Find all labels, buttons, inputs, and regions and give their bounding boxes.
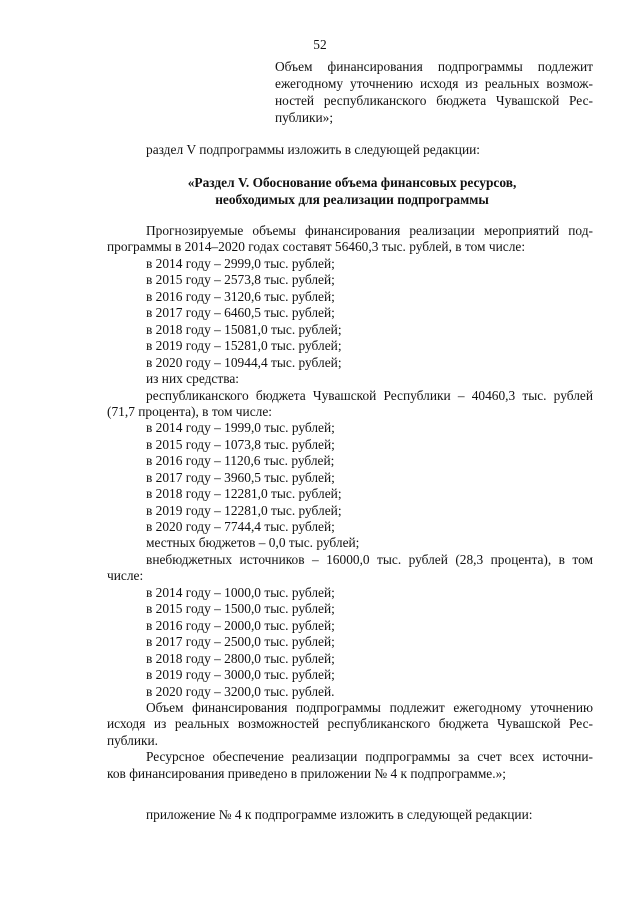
republic-year-2018: в 2018 году – 12281,0 тыс. рублей;	[146, 486, 342, 501]
resource-line-2: ков финансирования приведено в приложении № 4 к подпрограмме.»;	[107, 766, 506, 781]
instruction-appendix: приложение № 4 к подпрограмме изложить в следующей редакции:	[146, 807, 533, 822]
extrabudget-year-2017: в 2017 году – 2500,0 тыс. рублей;	[146, 634, 335, 649]
extrabudget-line-1: внебюджетных источников – 16000,0 тыс. рублей (28,3 процента), в том	[146, 552, 593, 567]
quote-line-1: Объем финансирования подпрограммы подлежит	[275, 59, 593, 74]
republic-year-2020: в 2020 году – 7744,4 тыс. рублей;	[146, 519, 335, 534]
quote-line-3: ностей республиканского бюджета Чувашской Рес-	[275, 93, 593, 108]
extrabudget-line-2: числе:	[107, 568, 144, 583]
extrabudget-year-2016: в 2016 году – 2000,0 тыс. рублей;	[146, 618, 335, 633]
section-title-line-1: «Раздел V. Обоснование объема финансовых ресурсов,	[187, 175, 517, 190]
total-year-2017: в 2017 году – 6460,5 тыс. рублей;	[146, 305, 335, 320]
annual-line-3: публики.	[107, 733, 159, 748]
local-budgets: местных бюджетов – 0,0 тыс. рублей;	[146, 535, 360, 550]
intro-line-2: программы в 2014–2020 годах составят 56460,3 тыс. рублей, в том числе:	[107, 239, 526, 254]
total-year-2014: в 2014 году – 2999,0 тыс. рублей;	[146, 256, 335, 271]
extrabudget-year-2020: в 2020 году – 3200,0 тыс. рублей.	[146, 684, 335, 699]
republic-line-2: (71,7 процента), в том числе:	[107, 404, 272, 419]
section-title-line-2: необходимых для реализации подпрограммы	[215, 192, 489, 207]
extrabudget-year-2018: в 2018 году – 2800,0 тыс. рублей;	[146, 651, 335, 666]
extrabudget-year-2019: в 2019 году – 3000,0 тыс. рублей;	[146, 667, 335, 682]
republic-year-2017: в 2017 году – 3960,5 тыс. рублей;	[146, 470, 335, 485]
resource-line-1: Ресурсное обеспечение реализации подпрограммы за счет всех источни-	[146, 749, 593, 764]
intro-line-1: Прогнозируемые объемы финансирования реализации мероприятий под-	[146, 223, 593, 238]
of-which: из них средства:	[146, 371, 240, 386]
total-year-2019: в 2019 году – 15281,0 тыс. рублей;	[146, 338, 342, 353]
total-year-2015: в 2015 году – 2573,8 тыс. рублей;	[146, 272, 335, 287]
republic-year-2019: в 2019 году – 12281,0 тыс. рублей;	[146, 503, 342, 518]
republic-line-1: республиканского бюджета Чувашской Республики – 40460,3 тыс. рублей	[146, 388, 593, 403]
quote-line-4: публики»;	[275, 110, 334, 125]
annual-line-2: исходя из реальных возможностей республиканского бюджета Чувашской Рес-	[107, 716, 593, 731]
republic-year-2015: в 2015 году – 1073,8 тыс. рублей;	[146, 437, 335, 452]
total-year-2018: в 2018 году – 15081,0 тыс. рублей;	[146, 322, 342, 337]
republic-year-2016: в 2016 году – 1120,6 тыс. рублей;	[146, 453, 335, 468]
quote-line-2: ежегодному уточнению исходя из реальных возмож-	[275, 76, 593, 91]
extrabudget-year-2015: в 2015 году – 1500,0 тыс. рублей;	[146, 601, 335, 616]
instruction-section: раздел V подпрограммы изложить в следующей редакции:	[146, 142, 481, 157]
total-year-2020: в 2020 году – 10944,4 тыс. рублей;	[146, 355, 342, 370]
extrabudget-year-2014: в 2014 году – 1000,0 тыс. рублей;	[146, 585, 335, 600]
total-year-2016: в 2016 году – 3120,6 тыс. рублей;	[146, 289, 335, 304]
page-number: 52	[313, 37, 327, 52]
republic-year-2014: в 2014 году – 1999,0 тыс. рублей;	[146, 420, 335, 435]
annual-line-1: Объем финансирования подпрограммы подлежит ежегодному уточнению	[146, 700, 593, 715]
